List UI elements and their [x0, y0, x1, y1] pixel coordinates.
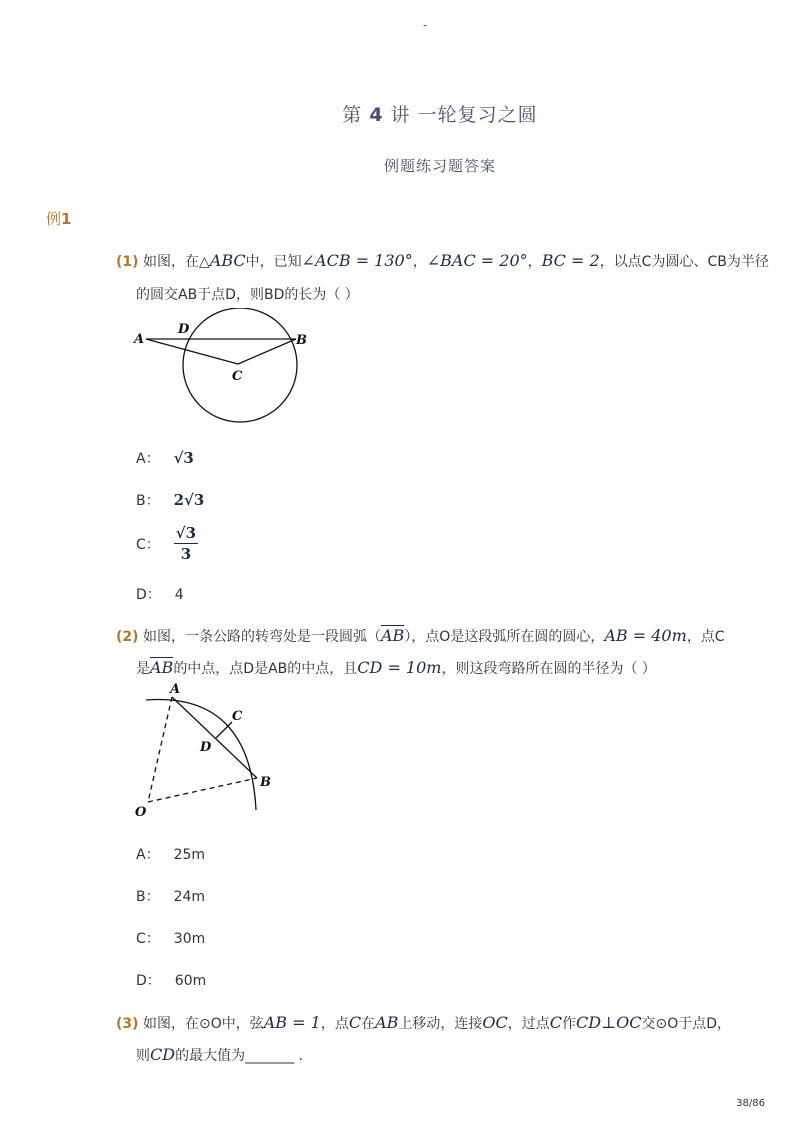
q3-text: ，过点: [507, 1016, 550, 1032]
q3-math-c: C: [549, 1013, 562, 1032]
q2-radius-ob: [148, 778, 257, 802]
q3-math-perp: CD⊥OC: [576, 1013, 642, 1032]
q1-segment-cb: [238, 339, 296, 364]
q3-text: 则: [136, 1048, 150, 1064]
q1-line2: 的圆交AB于点D，则BD的长为（ ）: [136, 287, 359, 303]
option-label: D：: [136, 587, 161, 603]
q3-math-oc: OC: [482, 1013, 508, 1032]
option-value: 60m: [174, 973, 207, 989]
q2-label-d: D: [200, 740, 212, 755]
q1-text: ，: [527, 254, 542, 270]
q2-segment-cd: [216, 722, 232, 738]
q3-line1: [116, 1013, 731, 1033]
q1-circle: [183, 308, 297, 422]
q2-chord-ab: [172, 697, 257, 778]
q3-text: 交⊙O于点D，: [641, 1016, 732, 1032]
q2-option-d[interactable]: [136, 970, 206, 990]
option-label: C：: [136, 536, 160, 553]
example-number: 1: [61, 210, 72, 228]
option-label: D：: [136, 973, 161, 989]
q2-line2: [136, 658, 656, 678]
page-number: 38/86: [736, 1098, 765, 1109]
q1-math-angle-bac: ∠BAC = 20°: [426, 251, 528, 270]
q2-label-o: O: [135, 805, 147, 820]
q2-math-arc-ab: $\overline{AB}$: [150, 658, 174, 677]
q1-math-angle-acb: ∠ACB = 130°: [301, 251, 413, 270]
q2-figure: [130, 680, 285, 820]
option-value: 4: [174, 587, 184, 603]
q2-label-c: C: [232, 709, 243, 724]
option-label: B：: [136, 493, 160, 509]
header-dash: -: [423, 18, 428, 32]
q3-line2: [136, 1045, 303, 1065]
option-fraction: [174, 524, 198, 563]
q3-math-c: C: [348, 1013, 362, 1032]
title-number: 4: [369, 104, 384, 126]
option-label: B：: [136, 889, 160, 905]
q3-text: 的最大值为_______ .: [175, 1048, 303, 1064]
option-value: 2√3: [173, 491, 205, 509]
fraction-numerator: √3: [175, 524, 197, 542]
q2-math-ab: AB = 40m: [604, 626, 687, 645]
title-rest: 讲 一轮复习之圆: [390, 104, 538, 126]
q1-segment-ac: [146, 339, 238, 364]
example-label: 例: [46, 210, 62, 228]
q2-math-cd: CD = 10m: [357, 658, 442, 677]
q2-option-b[interactable]: [136, 886, 205, 906]
q1-line1: [116, 251, 769, 271]
q2-radius-oa: [148, 697, 172, 802]
q1-option-a[interactable]: [136, 448, 194, 468]
q1-option-c[interactable]: [136, 524, 198, 563]
q1-option-d[interactable]: [136, 584, 184, 604]
q2-text: ，点C: [686, 629, 725, 645]
q1-text: 如图，在△: [143, 254, 210, 270]
q1-math-bc: BC = 2: [541, 251, 600, 270]
option-value: √3: [173, 449, 194, 467]
q3-text: 如图，在⊙O中，弦: [143, 1016, 264, 1032]
page-subtitle: 例题练习题答案: [383, 157, 496, 175]
q2-number: (2): [116, 629, 139, 645]
q3-text: 上移动，连接: [398, 1016, 483, 1032]
q1-label-d: D: [178, 322, 190, 337]
option-label: A：: [136, 847, 160, 863]
q2-label-a: A: [170, 682, 181, 697]
q1-text: ，: [412, 254, 427, 270]
q1-label-b: B: [296, 333, 307, 348]
q1-label-c: C: [232, 369, 243, 384]
q2-text: ），点O是这段弧所在圆的圆心，: [404, 629, 605, 645]
q1-option-b[interactable]: [136, 490, 204, 510]
q1-number: (1): [116, 254, 139, 270]
q1-text: 中，已知: [245, 254, 302, 270]
q3-text: 作: [562, 1016, 576, 1032]
option-value: 25m: [173, 847, 206, 863]
q1-math-triangle: ABC: [209, 251, 246, 270]
q3-number: (3): [116, 1016, 139, 1032]
q3-math-cd: CD: [150, 1045, 176, 1064]
q1-label-a: A: [134, 332, 145, 347]
option-value: 30m: [173, 931, 206, 947]
q2-text: 如图，一条公路的转弯处是一段圆弧（: [143, 629, 381, 645]
q3-text: 在: [361, 1016, 376, 1032]
q2-text: 的中点，点D是AB的中点，且: [173, 661, 358, 677]
q1-figure: [128, 308, 318, 426]
q2-option-a[interactable]: [136, 844, 205, 864]
q2-line1: [116, 626, 725, 646]
page-title: [0, 100, 800, 127]
q1-text: ，以点C为圆心、CB为半径: [599, 254, 769, 270]
option-value: 24m: [173, 889, 206, 905]
title-prefix: 第: [342, 104, 363, 126]
option-label: C：: [136, 931, 160, 947]
q3-text: ，点: [320, 1016, 349, 1032]
q2-option-c[interactable]: [136, 928, 205, 948]
q2-text: 是: [136, 661, 150, 677]
q3-math-ab: AB = 1: [263, 1013, 321, 1032]
example-heading: [46, 208, 71, 229]
q2-math-arc-ab: $\overline{AB}$: [381, 626, 405, 645]
q2-label-b: B: [260, 775, 271, 790]
q3-math-ab-chord: AB: [375, 1013, 399, 1032]
fraction-denominator: 3: [180, 545, 192, 563]
option-label: A：: [136, 451, 160, 467]
q2-text: ，则这段弯路所在圆的半径为（ ）: [441, 661, 656, 677]
